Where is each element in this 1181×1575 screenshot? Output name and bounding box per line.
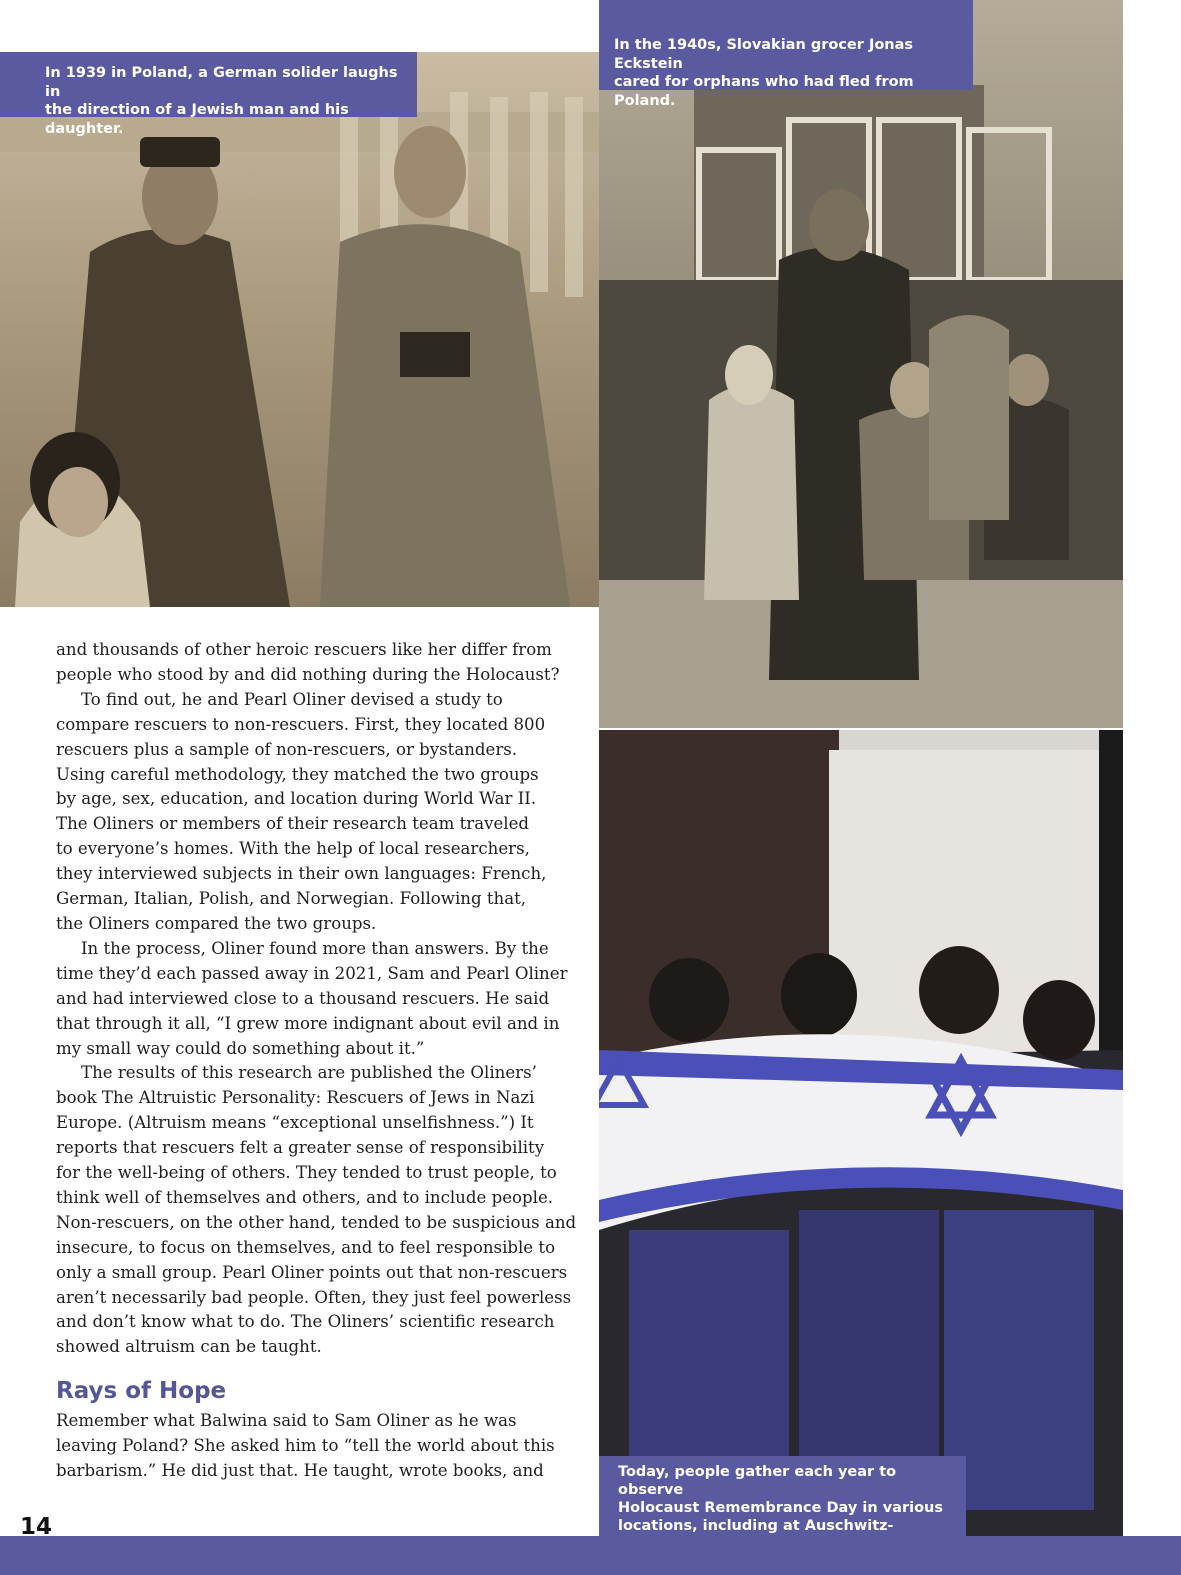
body-line: The Oliners or members of their research team traveled: [56, 814, 530, 834]
page-number: 14: [20, 1514, 53, 1540]
body-line: book The Altruistic Personality: Rescuers of Jews in Nazi: [56, 1088, 535, 1108]
body-line: In the process, Oliner found more than answers. By the: [81, 938, 549, 958]
body-line: Non-rescuers, on the other hand, tended to be suspicious and: [56, 1212, 577, 1232]
body-line: the Oliners compared the two groups.: [56, 913, 377, 933]
body-line: reports that rescuers felt a greater sense of responsibility: [56, 1138, 545, 1158]
body-line: and don’t know what to do. The Oliners’ scientific research: [56, 1312, 555, 1332]
body-line: German, Italian, Polish, and Norwegian. Following that,: [56, 889, 527, 909]
body-line: showed altruism can be taught.: [56, 1337, 322, 1357]
article-body: [56, 638, 576, 1360]
body-line: think well of themselves and others, and to include people.: [56, 1187, 554, 1207]
caption-line: locations, including at Auschwitz-: [618, 1518, 894, 1534]
body-line: only a small group. Pearl Oliner points out that non-rescuers: [56, 1262, 568, 1282]
body-line: compare rescuers to non-rescuers. First, they located 800: [56, 714, 546, 734]
body-line: Europe. (Altruism means “exceptional unselfishness.”) It: [56, 1113, 534, 1133]
section-heading: Rays of Hope: [56, 1378, 227, 1404]
body-line: to everyone’s homes. With the help of local researchers,: [56, 839, 530, 859]
caption-line: the direction of a Jewish man and his daughter.: [45, 102, 349, 137]
body-line: aren’t necessarily bad people. Often, they just feel powerless: [56, 1287, 572, 1307]
body-line: they interviewed subjects in their own languages: French,: [56, 864, 547, 884]
body-line: leaving Poland? She asked him to “tell the world about this: [56, 1435, 555, 1455]
photo-remembrance-day-group: [599, 730, 1123, 1536]
caption-photo-3: [599, 1456, 966, 1536]
body-line: for the well-being of others. They tended to trust people, to: [56, 1163, 557, 1183]
body-line: time they’d each passed away in 2021, Sam and Pearl Oliner: [56, 963, 568, 983]
body-line: people who stood by and did nothing during the Holocaust?: [56, 664, 560, 684]
body-line: insecure, to focus on themselves, and to feel responsible to: [56, 1237, 556, 1257]
caption-line: Holocaust Remembrance Day in various: [618, 1500, 943, 1516]
caption-line: In the 1940s, Slovakian grocer Jonas Eckstein: [614, 37, 914, 72]
footer-bar: [0, 1536, 1181, 1575]
body-line: Remember what Balwina said to Sam Oliner as he was: [56, 1411, 517, 1430]
body-line: The results of this research are published the Oliners’: [81, 1063, 537, 1083]
caption-line: Today, people gather each year to observe: [618, 1464, 897, 1498]
caption-line: In 1939 in Poland, a German solider laughs in: [45, 65, 398, 100]
body-line: rescuers plus a sample of non-rescuers, or bystanders.: [56, 739, 518, 759]
body-line: my small way could do something about it.”: [56, 1038, 425, 1058]
body-line: Using careful methodology, they matched the two groups: [56, 764, 539, 784]
body-line: by age, sex, education, and location during World War II.: [56, 789, 537, 809]
body-line: and had interviewed close to a thousand rescuers. He said: [56, 988, 550, 1008]
caption-photo-2: [599, 0, 973, 109]
body-line: that through it all, “I grew more indignant about evil and in: [56, 1013, 560, 1033]
caption-line: cared for orphans who had fled from Poland.: [614, 74, 914, 109]
article-body-continued: [56, 1409, 576, 1484]
caption-photo-1: [0, 52, 417, 137]
body-line: barbarism.” He did just that. He taught, wrote books, and: [56, 1460, 544, 1480]
body-line: To find out, he and Pearl Oliner devised a study to: [81, 689, 503, 709]
body-line: and thousands of other heroic rescuers like her differ from: [56, 640, 552, 659]
